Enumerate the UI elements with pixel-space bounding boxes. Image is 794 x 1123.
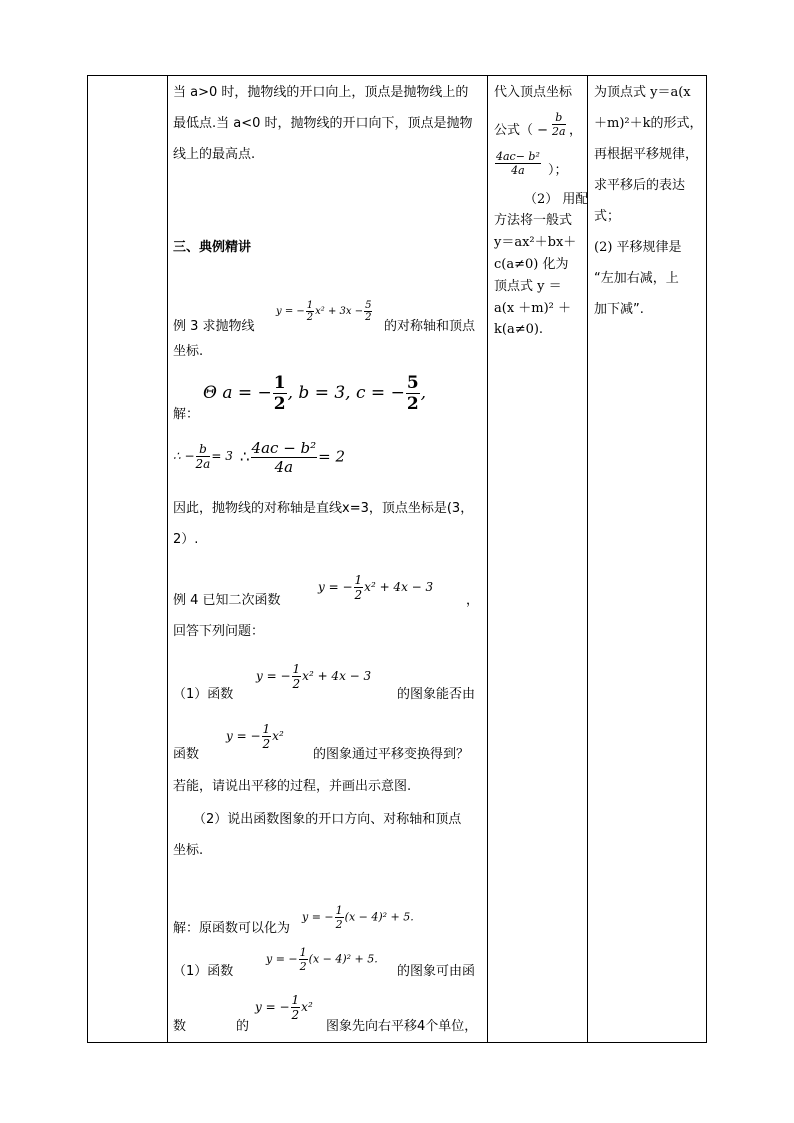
col3-line-2: 公式（ − <box>494 123 549 138</box>
col4-line-3: 再根据平移规律， <box>594 147 699 162</box>
ex3-vertex-x: ∴ − $\frac{b}{2a}$ = 3 <box>173 442 233 471</box>
col3-frac-b-2a: $\frac{b}{2a}$ <box>552 111 566 138</box>
col3-line-7: c(a≠0) 化为 <box>494 257 569 272</box>
q1-formula-1: y = − $\frac{1}{2}$ x² + 4x − 3 <box>256 662 372 691</box>
sol2-q1-text-b: 的图象可由函 <box>397 964 476 979</box>
column-divider-3 <box>587 76 588 1042</box>
column-divider-2 <box>487 76 488 1042</box>
col4-line-5: 式； <box>594 209 621 224</box>
column-divider-1 <box>167 76 168 1042</box>
ex4-formula: y = − $\frac{1}{2}$ x² + 4x − 3 <box>318 573 434 602</box>
col3-line-4: （2） 用配 <box>524 192 589 207</box>
col3-line-9: a(x ＋m)² ＋ <box>494 301 572 316</box>
ex3-formula: y = − $\frac{1}{2}$ x² + 3x − $\frac{5}{2}$ <box>276 300 372 323</box>
conclusion-line-2: 2）. <box>173 532 199 547</box>
col3-line-10: k(a≠0). <box>494 322 544 337</box>
sol2-formula: y = − $\frac{1}{2}$ (x − 4)² + 5. <box>302 904 414 931</box>
sol2-text-d1: 数 <box>173 1019 187 1034</box>
ex3-vertex-y: ∴ $\frac{\text{4ac − b²}}{4a}$ = 2 <box>240 439 346 476</box>
ex3-text-a: 例 3 求抛物线 <box>173 319 255 334</box>
col4-line-1: 为顶点式 y＝a(x <box>594 85 691 100</box>
q1-text-b: 的图象能否由 <box>397 687 476 702</box>
col4-line-6: (2) 平移规律是 <box>594 240 682 255</box>
q1-text-a: （1）函数 <box>173 687 234 702</box>
ex4-comma: ， <box>466 593 480 608</box>
q2-text-a: （2）说出函数图象的开口方向、对称轴和顶点 <box>193 812 462 827</box>
col3-line-6: y＝ax²＋bx＋ <box>494 235 577 250</box>
solution-label: 解： <box>173 407 200 422</box>
sol2-text-d3: 图象先向右平移4个单位， <box>326 1019 478 1034</box>
ex4-text-b: 回答下列问题： <box>173 624 265 639</box>
conclusion-line-1: 因此，抛物线的对称轴是直线x=3，顶点坐标是(3， <box>173 501 474 516</box>
q2-text-b: 坐标. <box>173 843 204 858</box>
col4-line-7: “左加右减，上 <box>594 271 679 286</box>
col4-line-2: ＋m)²＋k的形式， <box>594 116 703 131</box>
col3-close: ）； <box>548 163 568 178</box>
col3-comma: ， <box>569 123 583 138</box>
intro-line-2: 最低点.当 a<0 时，抛物线的开口向下，顶点是抛物 <box>173 116 473 131</box>
ex4-text-a: 例 4 已知二次函数 <box>173 593 281 608</box>
ex3-text-b: 的对称轴和顶点 <box>384 319 476 334</box>
col3-line-8: 顶点式 y ＝ <box>494 279 562 294</box>
col4-line-8: 加下减”. <box>594 302 644 317</box>
q1-text-c: 函数 <box>173 747 200 762</box>
ex3-given-formula: Θ a = − $\frac{1}{2}$ , b = 3, c = − $\frac{5}{2}$ , <box>203 373 427 414</box>
col3-line-1: 代入顶点坐标 <box>494 85 573 100</box>
sol2-q1-text-a: （1）函数 <box>173 964 234 979</box>
sol2-text-d2: 的 <box>236 1019 250 1034</box>
section-heading: 三、典例精讲 <box>173 240 252 255</box>
sol2-q1-formula: y = − $\frac{1}{2}$ (x − 4)² + 5. <box>266 946 378 973</box>
intro-line-3: 线上的最高点. <box>173 147 256 162</box>
q1-text-d: 的图象通过平移变换得到？ <box>313 747 470 762</box>
sol2-formula-3: y = − $\frac{1}{2}$ x² <box>255 993 313 1022</box>
q1-formula-2: y = − $\frac{1}{2}$ x² <box>226 722 284 751</box>
intro-line-1: 当 a>0 时，抛物线的开口向上，顶点是抛物线上的 <box>173 85 469 100</box>
ex3-text-c: 坐标. <box>173 344 204 359</box>
col3-line-5: 方法将一般式 <box>494 213 573 228</box>
col3-frac-vertex-y: $\frac{\text{4ac− b²}}{4a}$ <box>496 150 540 177</box>
q1-text-e: 若能，请说出平移的过程，并画出示意图. <box>173 779 412 794</box>
sol2-text-a: 解：原函数可以化为 <box>173 921 291 936</box>
col4-line-4: 求平移后的表达 <box>594 178 686 193</box>
